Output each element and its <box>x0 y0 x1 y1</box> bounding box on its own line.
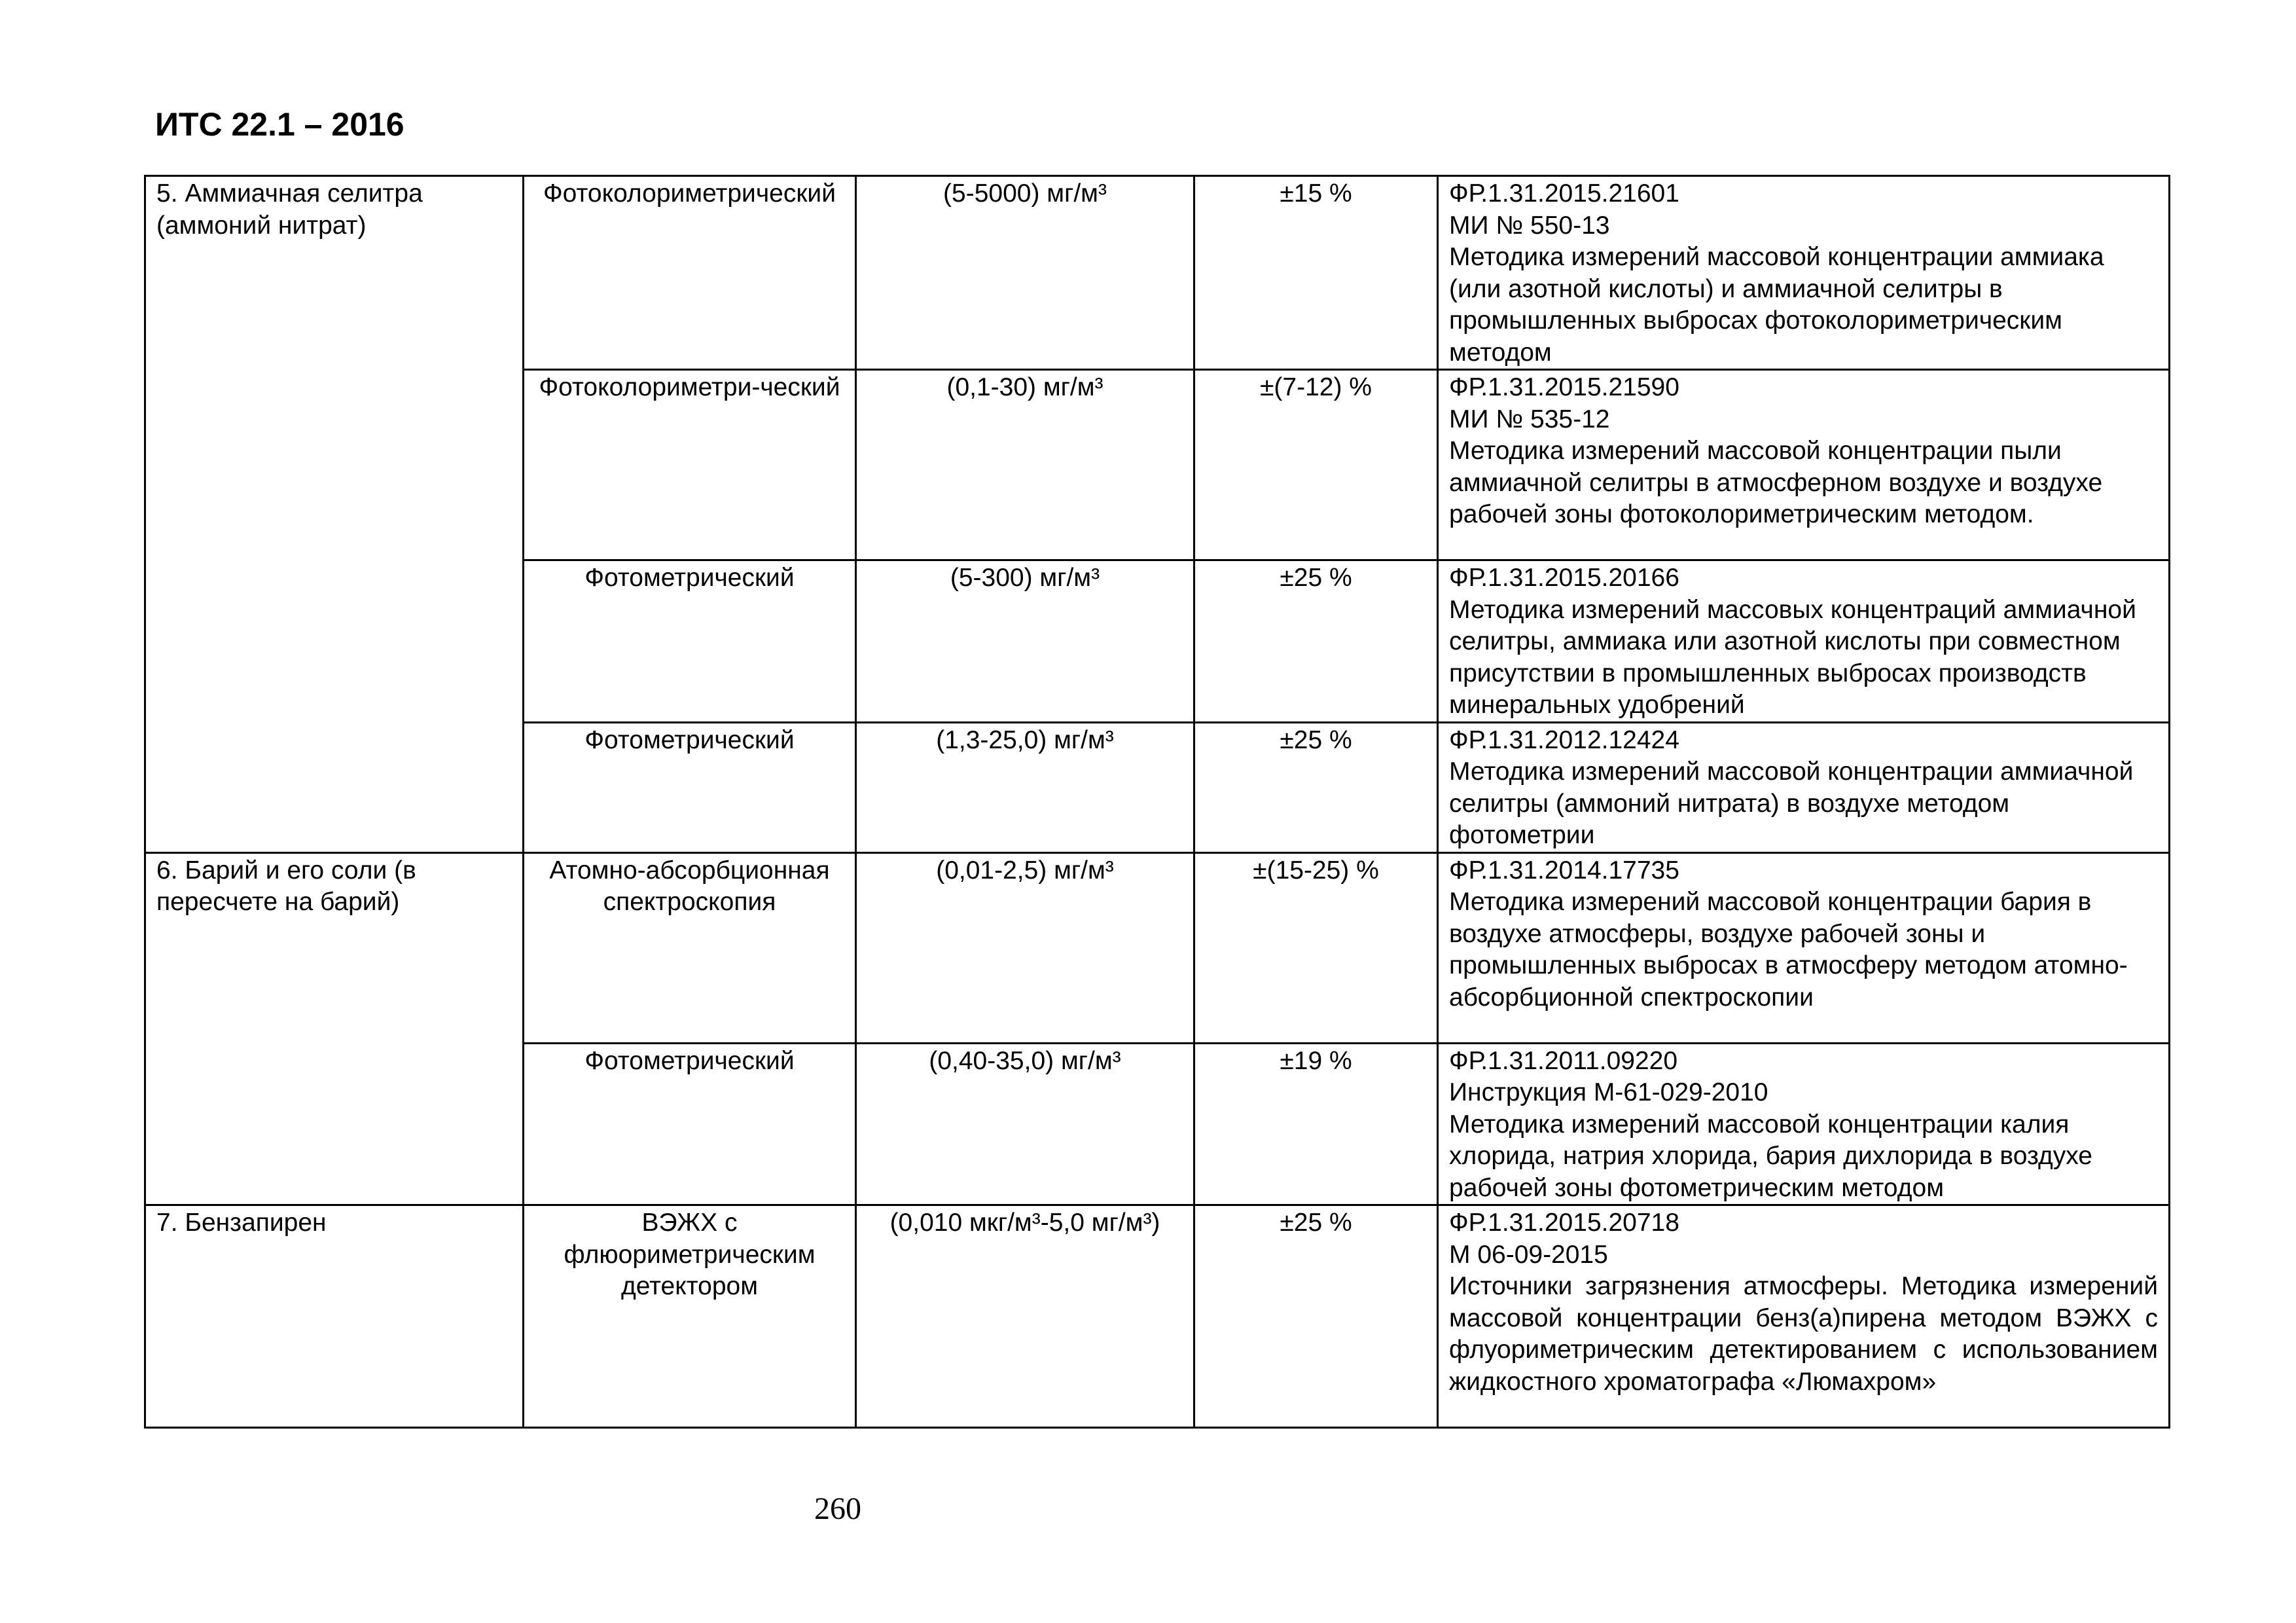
range-cell: (0,40-35,0) мг/м³ <box>856 1043 1194 1205</box>
document-code: ФР.1.31.2015.21590 <box>1449 373 1679 401</box>
document-cell <box>1438 560 2170 723</box>
document-cell <box>1438 370 2170 560</box>
document-code: ФР.1.31.2015.21601 <box>1449 179 1679 208</box>
document-code: ФР.1.31.2014.17735 <box>1449 856 1679 884</box>
document-cell <box>1438 176 2170 370</box>
table-row <box>145 852 2170 1043</box>
substance-cell: 6. Барий и его соли (в пересчете на барий) <box>145 852 524 1205</box>
table-row <box>145 176 2170 370</box>
document-code: ФР.1.31.2015.20718 <box>1449 1209 1679 1237</box>
document-ref: Инструкция М-61-029-2010 <box>1449 1078 1768 1106</box>
document-description: Источники загрязнения атмосферы. Методика измерений массовой концентрации бенз(а)пирена методом ВЭЖХ с флуориметрическим детектированием с использованием жидкостного хроматографа «Люмахром» <box>1449 1272 2158 1396</box>
substance-cell: 5. Аммиачная селитра (аммоний нитрат) <box>145 176 524 853</box>
document-cell <box>1438 722 2170 852</box>
error-cell: ±(7-12) % <box>1194 370 1438 560</box>
range-cell: (5-5000) мг/м³ <box>856 176 1194 370</box>
document-description: Методика измерений массовой концентрации аммиачной селитры (аммоний нитрата) в воздухе методом фотометрии <box>1449 757 2134 849</box>
method-cell: Фотометрический <box>524 722 856 852</box>
substance-cell: 7. Бензапирен <box>145 1205 524 1428</box>
range-cell: (1,3-25,0) мг/м³ <box>856 722 1194 852</box>
measurement-methods-table <box>144 175 2170 1429</box>
page-number: 260 <box>814 1491 861 1526</box>
range-cell: (0,01-2,5) мг/м³ <box>856 852 1194 1043</box>
error-cell: ±(15-25) % <box>1194 852 1438 1043</box>
document-ref: МИ № 550-13 <box>1449 211 1610 240</box>
document-title: ИТС 22.1 – 2016 <box>155 106 404 143</box>
document-description: Методика измерений массовой концентрации калия хлорида, натрия хлорида, бария дихлорида в воздухе рабочей зоны фотометрическим методом <box>1449 1110 2092 1202</box>
range-cell: (0,010 мкг/м³-5,0 мг/м³) <box>856 1205 1194 1428</box>
document-cell <box>1438 1205 2170 1428</box>
document-ref: М 06-09-2015 <box>1449 1240 1608 1269</box>
table-row <box>145 1205 2170 1428</box>
error-cell: ±25 % <box>1194 722 1438 852</box>
method-cell: Фотоколориметрический <box>524 176 856 370</box>
document-description: Методика измерений массовой концентрации пыли аммиачной селитры в атмосферном воздухе и воздухе рабочей зоны фотоколориметрическим методом. <box>1449 437 2103 528</box>
range-cell: (5-300) мг/м³ <box>856 560 1194 723</box>
document-cell <box>1438 1043 2170 1205</box>
document-ref: МИ № 535-12 <box>1449 405 1610 433</box>
error-cell: ±15 % <box>1194 176 1438 370</box>
method-cell: Атомно-абсорбционная спектроскопия <box>524 852 856 1043</box>
document-code: ФР.1.31.2015.20166 <box>1449 564 1679 592</box>
document-code: ФР.1.31.2011.09220 <box>1449 1046 1678 1075</box>
method-cell: ВЭЖХ с флюориметрическим детектором <box>524 1205 856 1428</box>
document-cell <box>1438 852 2170 1043</box>
method-cell: Фотоколориметри-ческий <box>524 370 856 560</box>
error-cell: ±19 % <box>1194 1043 1438 1205</box>
document-description: Методика измерений массовой концентрации бария в воздухе атмосферы, воздухе рабочей зоны и промышленных выбросах в атмосферу методом атомно-абсорбционной спектроскопии <box>1449 888 2128 1012</box>
document-description: Методика измерений массовых концентраций аммиачной селитры, аммиака или азотной кислоты при совместном присутствии в промышленных выбросах производств минеральных удобрений <box>1449 595 2136 719</box>
method-cell: Фотометрический <box>524 1043 856 1205</box>
range-cell: (0,1-30) мг/м³ <box>856 370 1194 560</box>
error-cell: ±25 % <box>1194 560 1438 723</box>
error-cell: ±25 % <box>1194 1205 1438 1428</box>
method-cell: Фотометрический <box>524 560 856 723</box>
document-description: Методика измерений массовой концентрации аммиака (или азотной кислоты) и аммиачной селитры в промышленных выбросах фотоколориметрическим методом <box>1449 243 2104 367</box>
document-code: ФР.1.31.2012.12424 <box>1449 725 1679 754</box>
